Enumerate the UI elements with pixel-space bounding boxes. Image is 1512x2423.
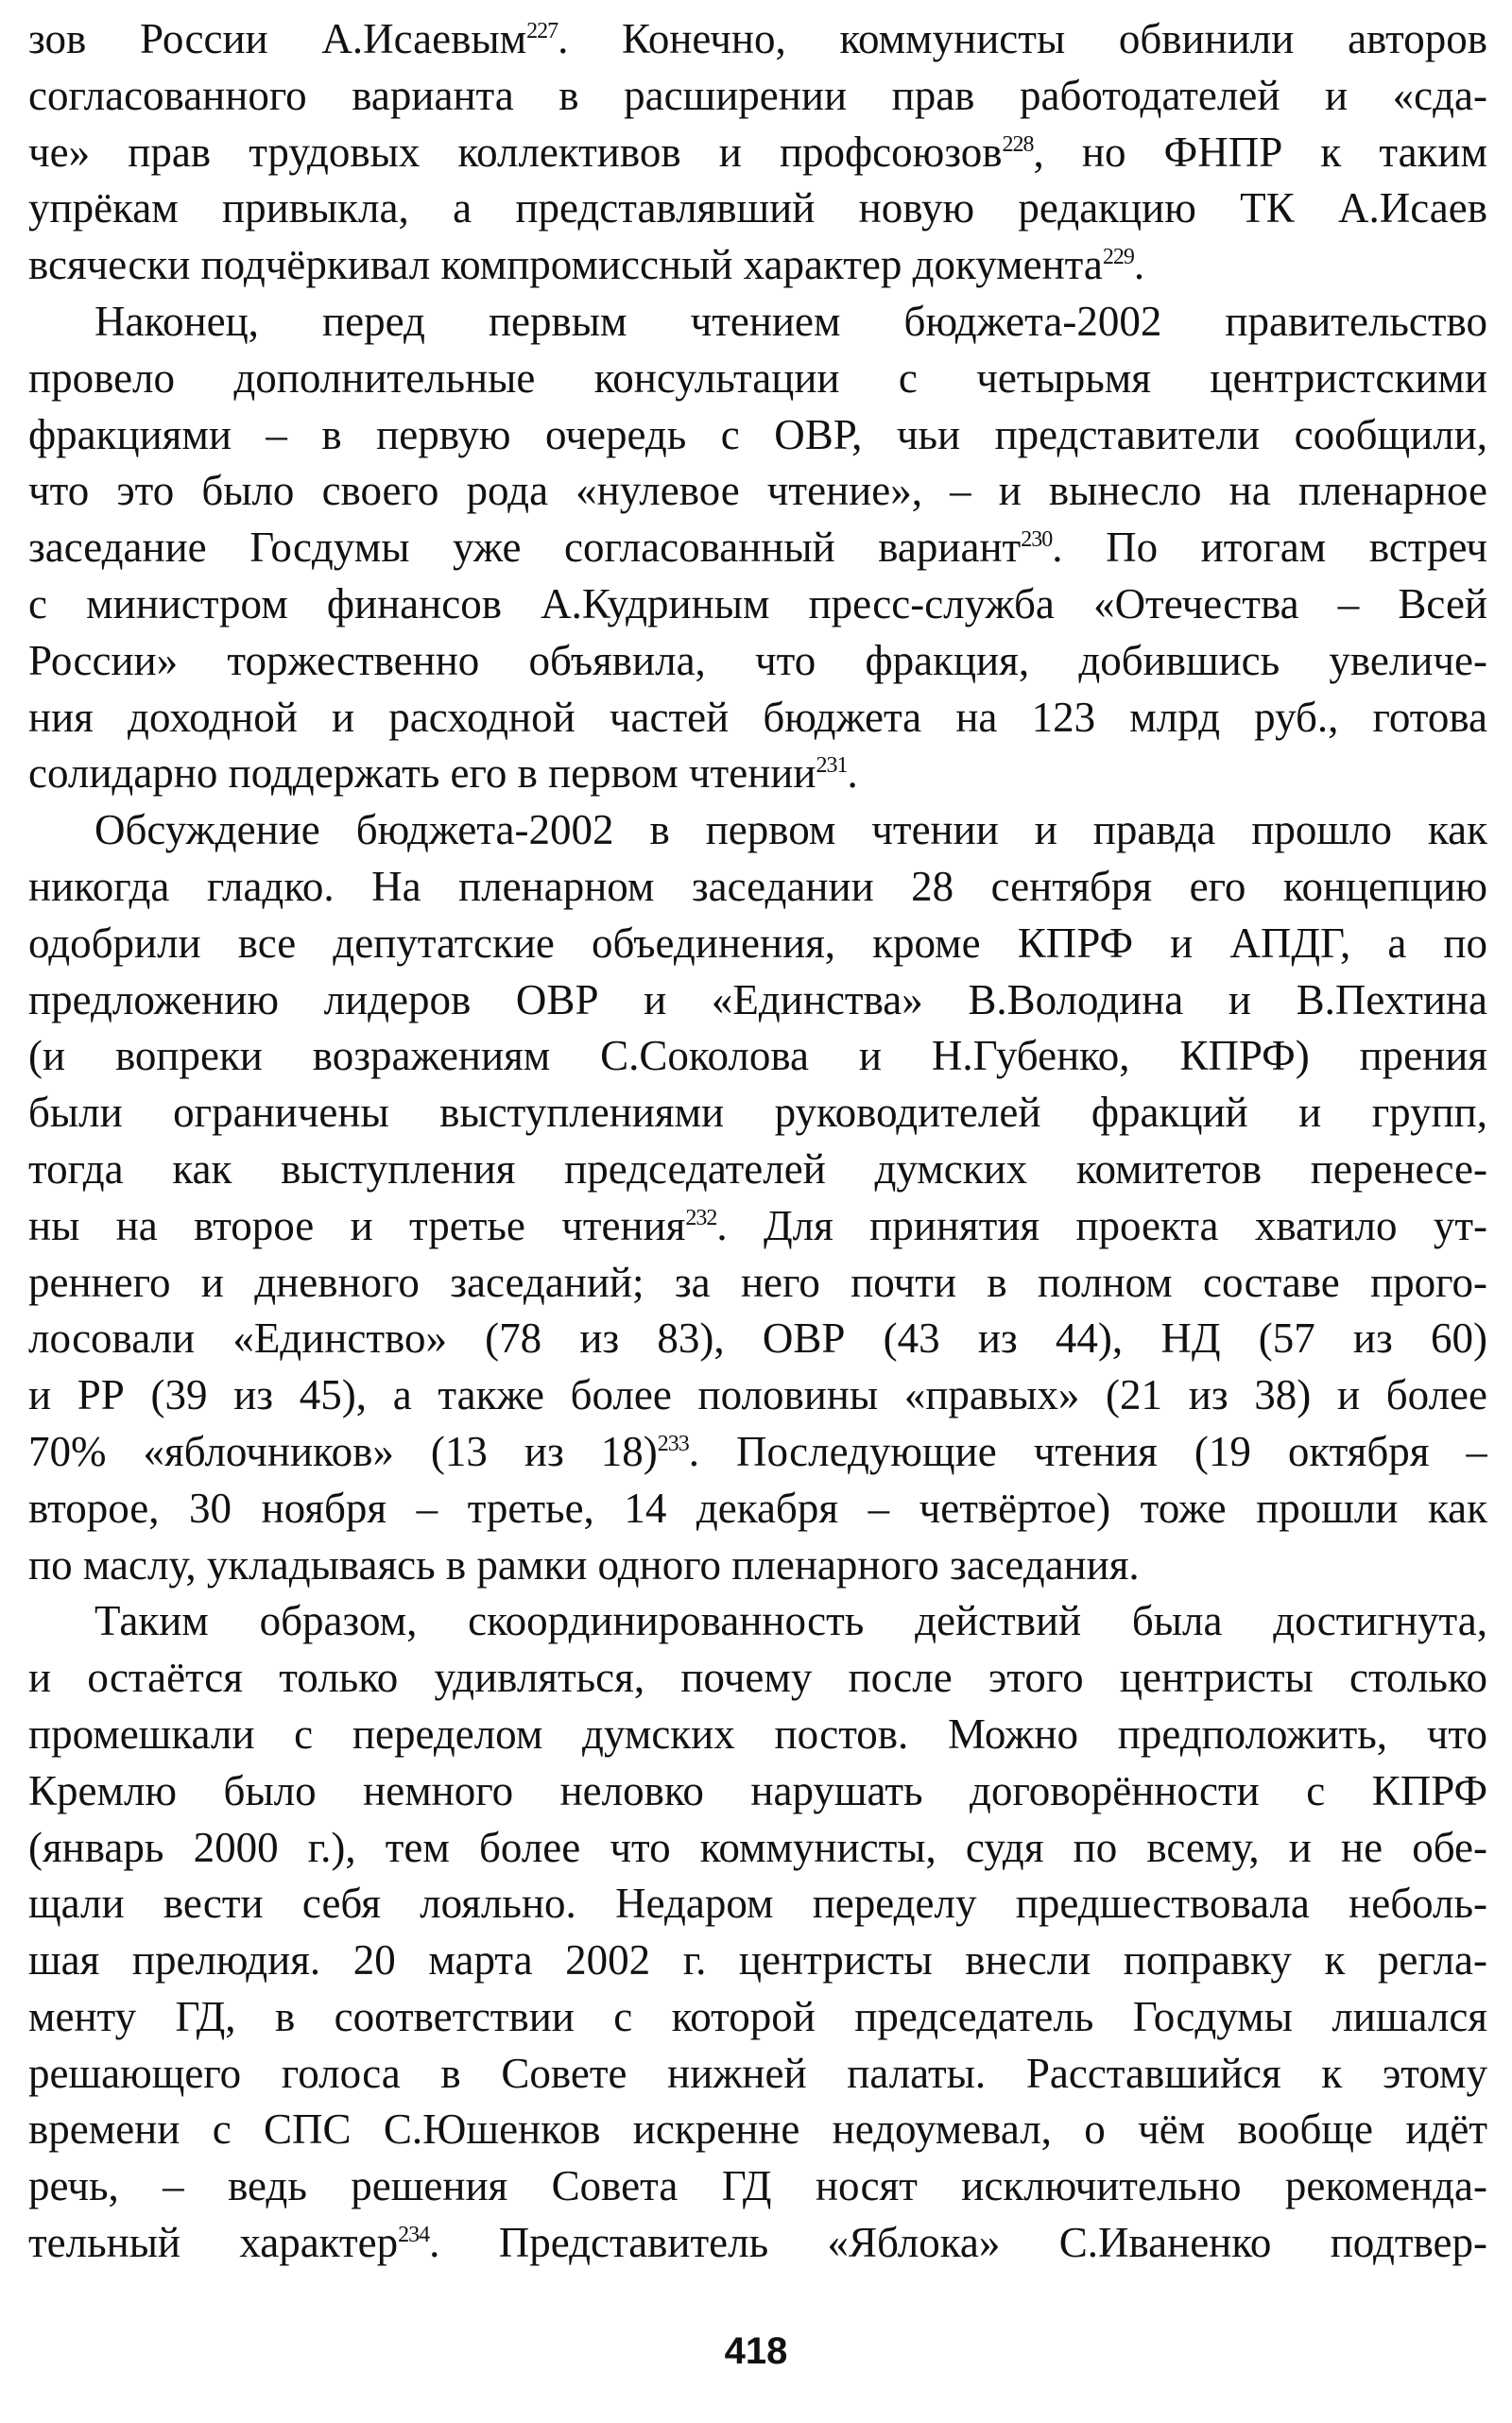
text-run: ны на второе и третье чтения (28, 1201, 686, 1249)
text-line (28, 1142, 1487, 1198)
text-line (28, 2046, 1487, 2103)
text-run: решающего голоса в Совете нижней палаты. Расставшийся к этому (28, 2049, 1487, 2097)
text-line (28, 11, 1487, 68)
text-run: России» торжественно объявила, что фракция, добившись увеличе- (28, 636, 1487, 684)
text-line (28, 1989, 1487, 2046)
text-line (28, 576, 1487, 633)
text-run: были ограничены выступлениями руководителей фракций и групп, (28, 1089, 1487, 1137)
paragraph (28, 802, 1487, 1593)
text-run: согласованного варианта в расширении прав работодателей и «сда- (28, 71, 1487, 119)
footnote-ref: 228 (1002, 131, 1034, 157)
text-run: шая прелюдия. 20 марта 2002 г. центристы внесли поправку к регла- (28, 1936, 1487, 1985)
text-run: реннего и дневного заседаний; за него почти в полном составе прого- (28, 1258, 1487, 1306)
text-line (28, 633, 1487, 690)
footnote-ref: 234 (398, 2223, 430, 2248)
text-run: времени с СПС С.Юшенков искренне недоумевал, о чём вообще идёт (28, 2105, 1487, 2154)
text-line (28, 1933, 1487, 1989)
text-run: и остаётся только удивляться, почему после этого центристы столько (28, 1654, 1487, 1702)
text-run: Наконец, перед первым чтением бюджета-2002 правительство (94, 297, 1487, 345)
text-run: . Представитель «Яблока» С.Иваненко подтвер- (429, 2219, 1487, 2267)
text-line (28, 1367, 1487, 1424)
text-run: упрёкам привыкла, а представлявший новую редакцию ТК А.Исаев (28, 184, 1487, 232)
text-line (28, 180, 1487, 237)
text-run: речь, – ведь решения Совета ГД носят исключительно рекоменда- (28, 2162, 1487, 2210)
text-run: предложению лидеров ОВР и «Единства» В.Володина и В.Пехтина (28, 975, 1487, 1023)
text-run: . Для принятия проекта хватило ут- (716, 1201, 1487, 1249)
text-run: что это было своего рода «нулевое чтение», – и вынесло на пленарное (28, 467, 1487, 515)
text-run: (январь 2000 г.), тем более что коммунисты, судя по всему, и не обе- (28, 1823, 1487, 1871)
footnote-ref: 231 (816, 753, 848, 779)
text-run: . (847, 749, 858, 798)
text-run: всячески подчёркивал компромиссный характер документа (28, 241, 1103, 289)
paragraph (28, 294, 1487, 802)
text-line (28, 1763, 1487, 1820)
text-run: тогда как выступления председателей думских комитетов перенесе- (28, 1144, 1487, 1193)
text-line (28, 1311, 1487, 1367)
text-line (28, 2215, 1487, 2272)
text-line (28, 237, 1487, 294)
footnote-ref: 232 (685, 1205, 717, 1230)
text-run: одобрили все депутатские объединения, кроме КПРФ и АПДГ, а по (28, 919, 1487, 967)
text-line (28, 1820, 1487, 1877)
text-line (28, 1198, 1487, 1255)
paragraph (28, 11, 1487, 294)
footnote-ref: 230 (1021, 527, 1053, 553)
text-line (28, 746, 1487, 802)
text-run: щали вести себя лояльно. Недаром переделу предшествовала неболь- (28, 1880, 1487, 1928)
text-line (28, 916, 1487, 972)
text-run: че» прав трудовых коллективов и профсоюзов (28, 128, 1003, 176)
text-line (28, 1481, 1487, 1538)
text-run: заседание Госдумы уже согласованный вариант (28, 524, 1022, 572)
text-run: ния доходной и расходной частей бюджета на 123 млрд руб., готова (28, 693, 1487, 741)
text-run: тельный характер (28, 2219, 399, 2267)
text-line (28, 520, 1487, 576)
text-line (28, 2158, 1487, 2215)
text-run: никогда гладко. На пленарном заседании 28 сентября его концепцию (28, 862, 1487, 910)
text-line (28, 1028, 1487, 1085)
text-line (28, 125, 1487, 181)
page-body (28, 11, 1487, 2272)
text-run: 70% «яблочников» (13 из 18) (28, 1427, 658, 1475)
text-run: (и вопреки возражениям С.Соколова и Н.Губенко, КПРФ) прения (28, 1032, 1487, 1080)
text-line (28, 1593, 1487, 1650)
text-run: солидарно поддержать его в первом чтении (28, 749, 816, 798)
text-line (28, 1255, 1487, 1312)
text-run: фракциями – в первую очередь с ОВР, чьи представители сообщили, (28, 410, 1487, 458)
text-run: с министром финансов А.Кудриным пресс-служба «Отечества – Всей (28, 579, 1487, 627)
footnote-ref: 227 (526, 19, 558, 43)
text-line (28, 802, 1487, 859)
text-run: второе, 30 ноября – третье, 14 декабря – четвёртое) тоже прошли как (28, 1484, 1487, 1532)
text-run: . Последующие чтения (19 октября – (688, 1427, 1487, 1475)
text-line (28, 294, 1487, 351)
text-line (28, 1424, 1487, 1481)
text-run: зов России А.Исаевым (28, 15, 527, 62)
text-run: . (1133, 241, 1145, 289)
text-run: Таким образом, скоординированность действий была достигнута, (94, 1597, 1487, 1645)
text-line (28, 1707, 1487, 1763)
text-line (28, 1538, 1487, 1594)
text-run: . По итогам встреч (1052, 524, 1487, 572)
text-run: по маслу, укладываясь в рамки одного пленарного заседания. (28, 1540, 1140, 1589)
text-line (28, 972, 1487, 1029)
text-run: лосовали «Единство» (78 из 83), ОВР (43 из 44), НД (57 из 60) (28, 1315, 1487, 1363)
footnote-ref: 233 (657, 1431, 689, 1456)
text-run: , но ФНПР к таким (1033, 128, 1487, 176)
text-run: и РР (39 из 45), а также более половины «правых» (21 из 38) и более (28, 1371, 1487, 1419)
text-line (28, 1650, 1487, 1707)
text-run: Кремлю было немного неловко нарушать договорённости с КПРФ (28, 1766, 1487, 1814)
text-line (28, 463, 1487, 520)
text-line (28, 407, 1487, 464)
text-line (28, 68, 1487, 125)
text-run: Обсуждение бюджета-2002 в первом чтении и правда прошло как (94, 806, 1487, 854)
footnote-ref: 229 (1102, 245, 1134, 270)
text-line (28, 2102, 1487, 2158)
text-line (28, 351, 1487, 407)
text-run: менту ГД, в соответствии с которой председатель Госдумы лишался (28, 1992, 1487, 2040)
paragraph (28, 1593, 1487, 2272)
text-line (28, 1876, 1487, 1933)
text-line (28, 690, 1487, 747)
text-run: . Конечно, коммунисты обвинили авторов (558, 15, 1487, 62)
text-line (28, 859, 1487, 916)
text-line (28, 1085, 1487, 1142)
text-run: провело дополнительные консультации с четырьмя центристскими (28, 353, 1487, 402)
text-run: промешкали с переделом думских постов. Можно предположить, что (28, 1710, 1487, 1758)
page-number: 418 (724, 2330, 788, 2372)
